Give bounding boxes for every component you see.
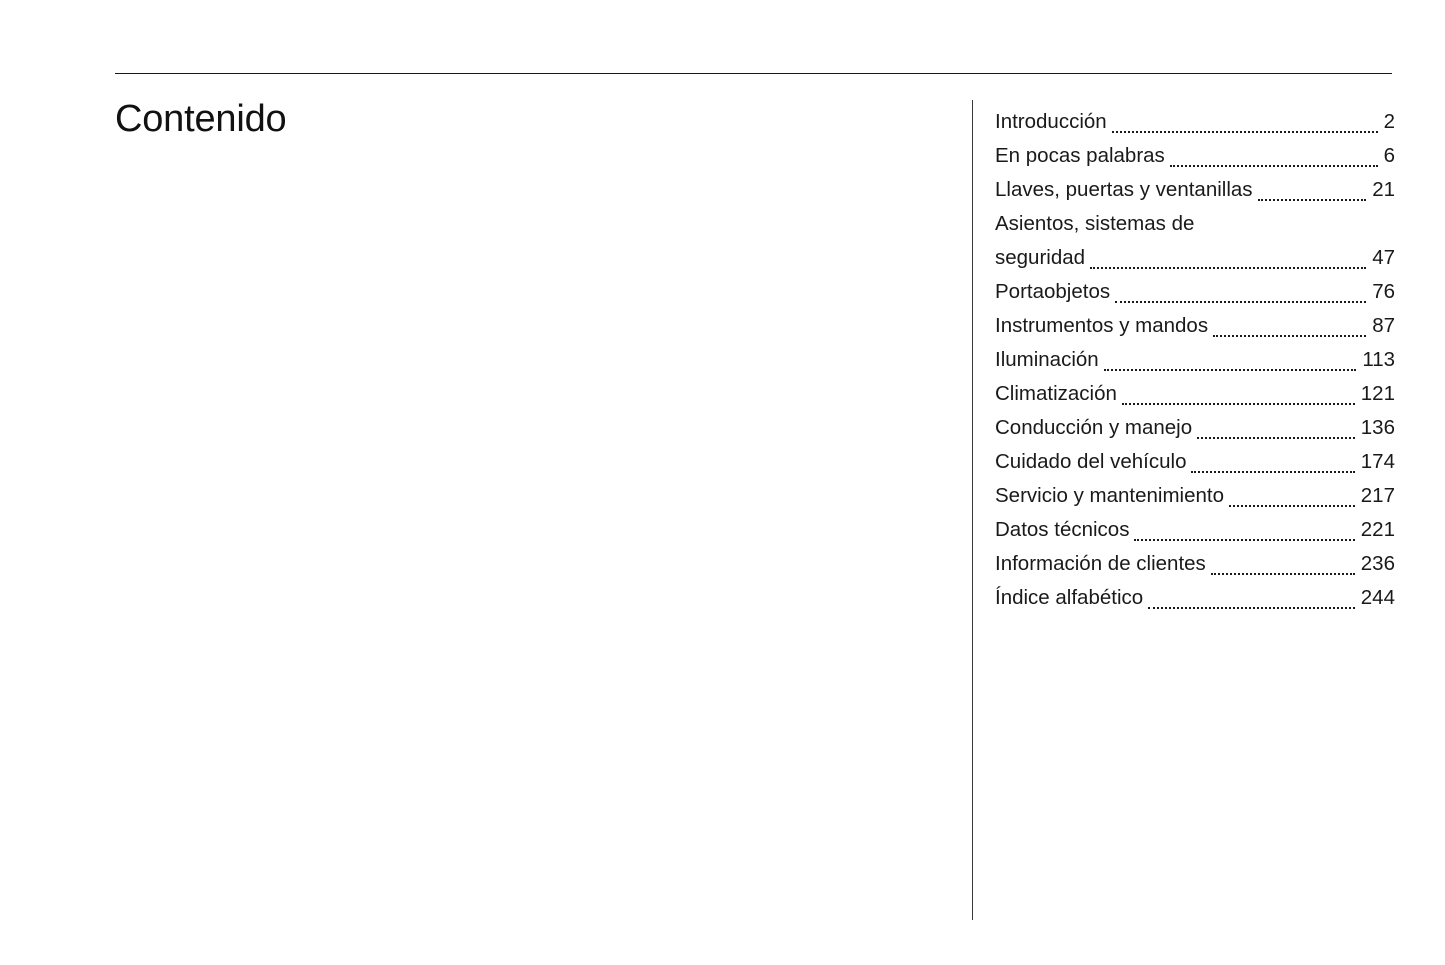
toc-entry[interactable] [995, 105, 1395, 139]
toc-leader-dots [1090, 267, 1366, 269]
toc-entry[interactable] [995, 139, 1395, 173]
toc-entry-page: 6 [1383, 144, 1395, 167]
toc-entry-label: Climatización [995, 382, 1117, 405]
toc-vertical-divider [972, 100, 973, 920]
toc-entry-page: 221 [1360, 518, 1395, 541]
toc-entry[interactable] [995, 207, 1395, 275]
toc-entry[interactable] [995, 173, 1395, 207]
toc-entry-label: Introducción [995, 110, 1107, 133]
toc-leader-dots [1191, 471, 1354, 473]
toc-leader-dots [1148, 607, 1355, 609]
toc-leader-dots [1197, 437, 1355, 439]
page-title: Contenido [115, 98, 287, 140]
toc-entry-label: Datos técnicos [995, 518, 1130, 541]
toc-entry-label: Información de clientes [995, 552, 1206, 575]
toc-leader-dots [1170, 165, 1378, 167]
toc-entry-label: Iluminación [995, 348, 1099, 371]
toc-entry-page: 76 [1372, 280, 1395, 303]
toc-entry-page: 136 [1360, 416, 1395, 439]
toc-entry-label: Portaobjetos [995, 280, 1111, 303]
toc-entry-label: Cuidado del vehículo [995, 450, 1187, 473]
table-of-contents [972, 100, 1397, 920]
toc-entry-label: Servicio y mantenimiento [995, 484, 1225, 507]
header-divider-rule [115, 73, 1392, 74]
toc-entry-label-line1: Asientos, sistemas de [995, 212, 1195, 235]
toc-entry-page: 87 [1372, 314, 1395, 337]
toc-entry-label-line2: seguridad [995, 246, 1086, 269]
toc-entry[interactable] [995, 581, 1395, 615]
toc-leader-dots [1134, 539, 1354, 541]
toc-entry[interactable] [995, 343, 1395, 377]
toc-list [995, 105, 1395, 615]
toc-entry-page: 174 [1360, 450, 1395, 473]
toc-entry-label: Instrumentos y mandos [995, 314, 1209, 337]
toc-entry-page: 113 [1362, 348, 1395, 371]
toc-leader-dots [1112, 131, 1378, 133]
toc-entry[interactable] [995, 377, 1395, 411]
toc-leader-dots [1211, 573, 1355, 575]
toc-entry[interactable] [995, 275, 1395, 309]
toc-entry-page: 121 [1360, 382, 1395, 405]
toc-leader-dots [1122, 403, 1355, 405]
toc-entry-page: 217 [1360, 484, 1395, 507]
toc-entry-label: Índice alfabético [995, 586, 1144, 609]
toc-entry[interactable] [995, 411, 1395, 445]
toc-entry[interactable] [995, 309, 1395, 343]
toc-leader-dots [1258, 199, 1367, 201]
toc-entry[interactable] [995, 445, 1395, 479]
toc-entry-page: 47 [1372, 246, 1395, 269]
toc-entry[interactable] [995, 513, 1395, 547]
toc-entry-second-row [995, 241, 1395, 275]
toc-leader-dots [1104, 369, 1357, 371]
toc-entry-label: Llaves, puertas y ventanillas [995, 178, 1253, 201]
toc-leader-dots [1213, 335, 1366, 337]
toc-entry-label: En pocas palabras [995, 144, 1165, 167]
toc-entry-page: 236 [1360, 552, 1395, 575]
toc-entry[interactable] [995, 547, 1395, 581]
toc-leader-dots [1115, 301, 1366, 303]
toc-entry-page: 2 [1383, 110, 1395, 133]
toc-leader-dots [1229, 505, 1355, 507]
toc-entry-page: 244 [1360, 586, 1395, 609]
toc-entry-page: 21 [1372, 178, 1395, 201]
toc-entry-label: Conducción y manejo [995, 416, 1193, 439]
toc-entry[interactable] [995, 479, 1395, 513]
